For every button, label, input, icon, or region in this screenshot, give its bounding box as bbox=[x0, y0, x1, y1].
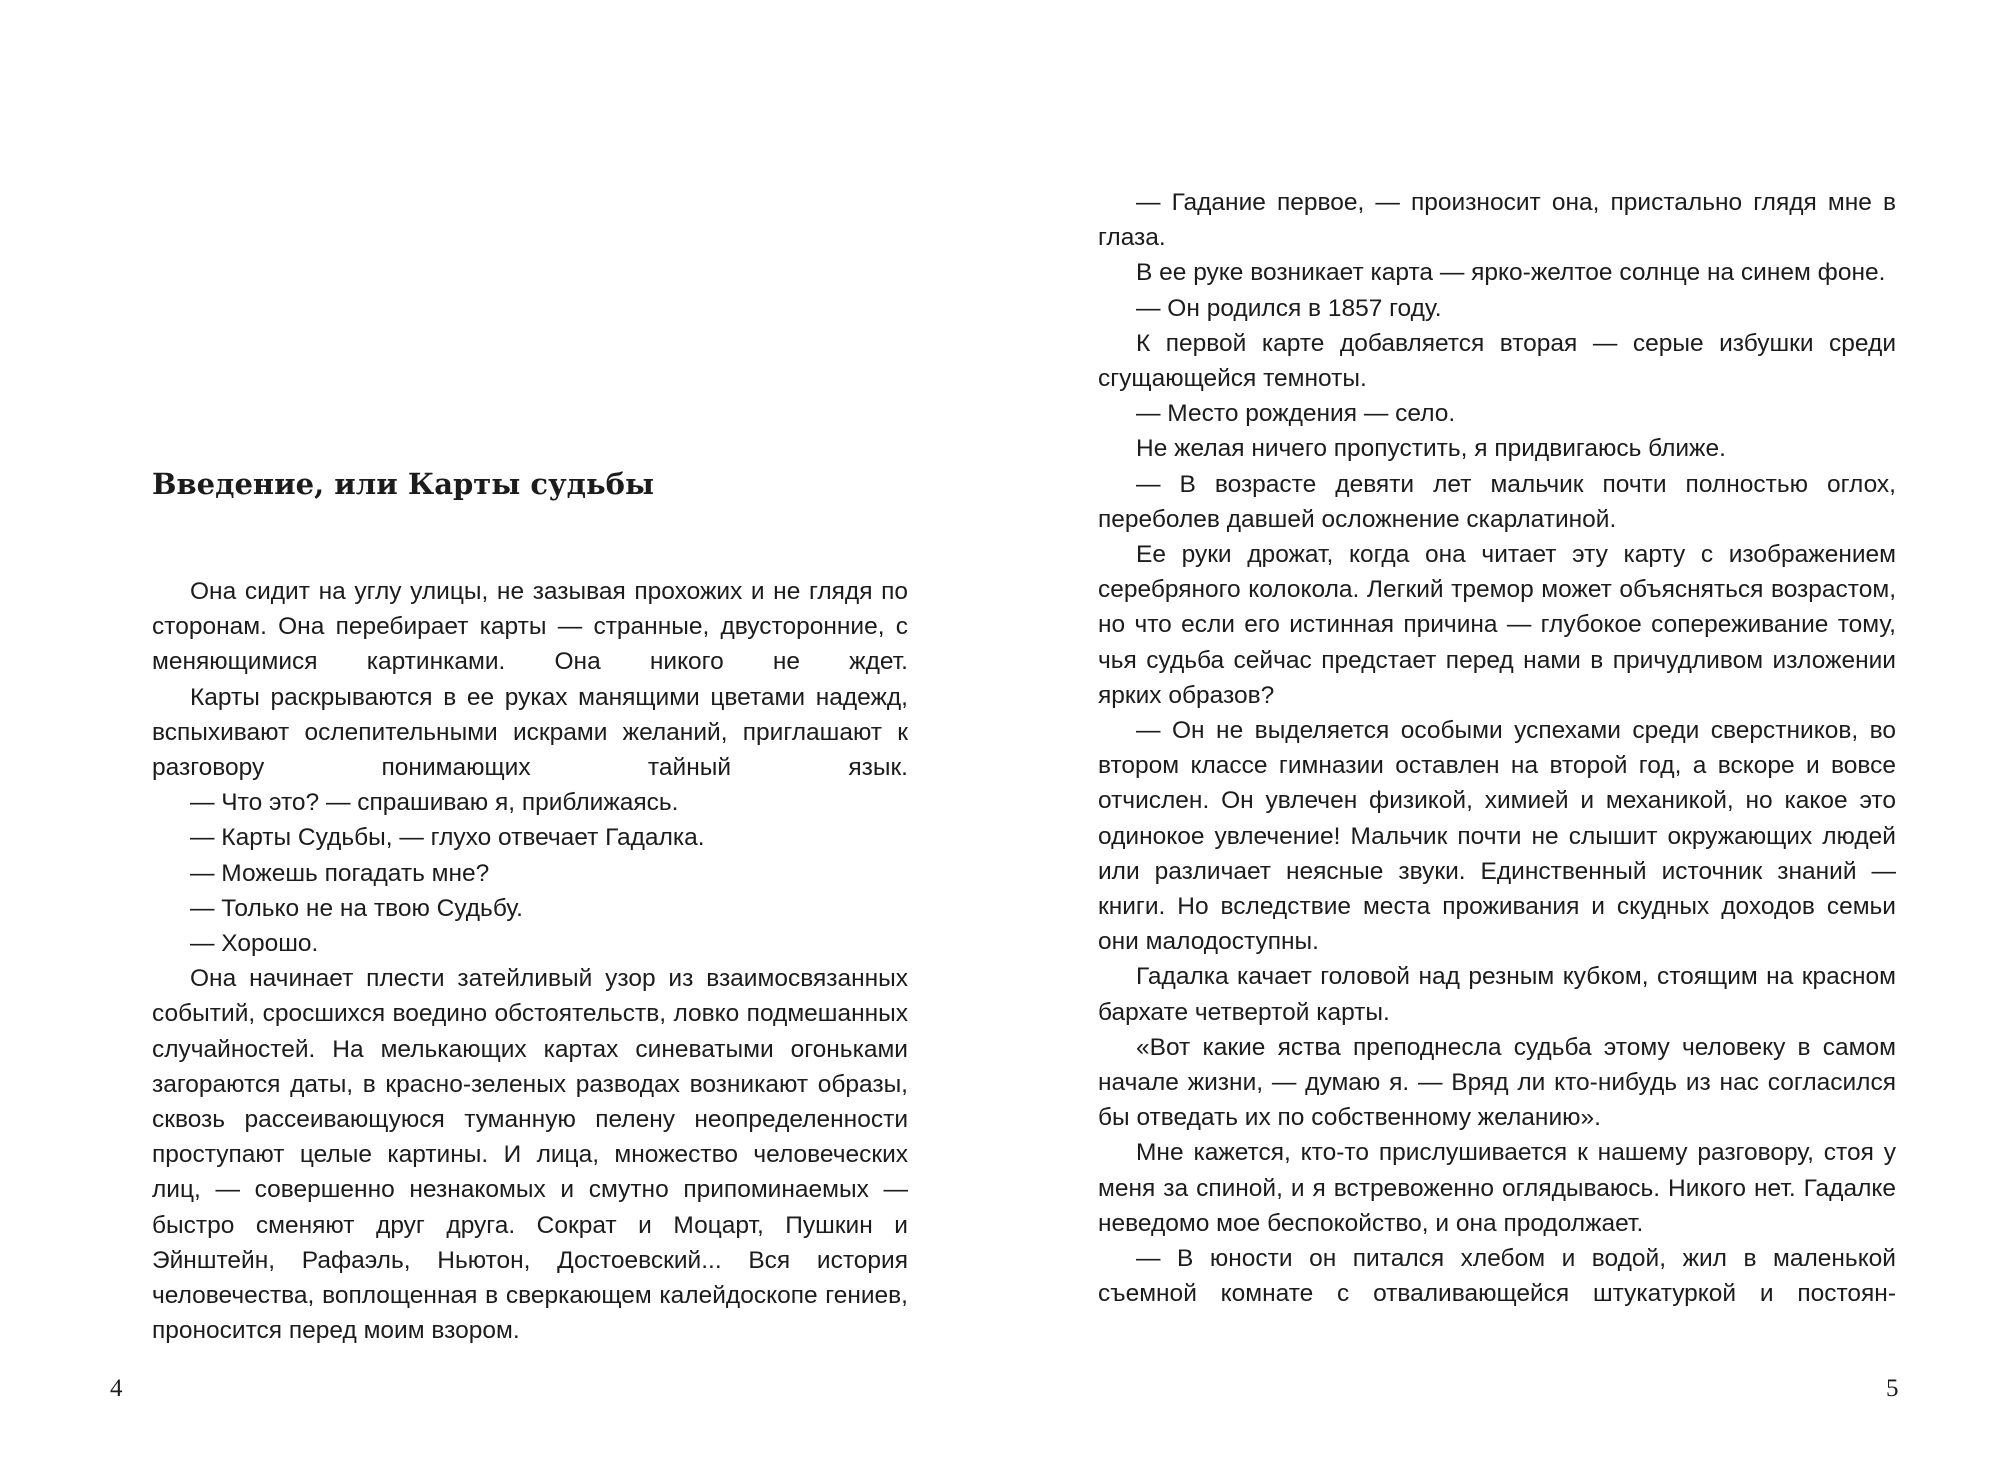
paragraph: Ее руки дрожат, когда она читает эту карту с изображением серебряного колокола. Легкий тремор может объясняться возрастом, но что если его истинная причина — глубокое сопереживание тому, чья судьба сейчас предстает перед нами в причудливом изложении ярких образов? bbox=[1098, 541, 1896, 709]
right-page bbox=[1000, 0, 2000, 1463]
paragraph: — Место рождения — село. bbox=[1136, 400, 1456, 428]
paragraph: В ее руке возникает карта — ярко-желтое солнце на синем фоне. bbox=[1136, 259, 1886, 287]
paragraph: — Хорошо. bbox=[190, 930, 319, 958]
page-number: 5 bbox=[1886, 1375, 1899, 1402]
paragraph: Карты раскрываются в ее руках манящими цветами надежд, вспыхивают ослепительными искрами желаний, приглашают к разговору понимающих тайный язык. bbox=[152, 683, 908, 782]
paragraph: Она начинает плести затейливый узор из взаимосвязанных событий, сросшихся воедино обстоятельств, ловко подмешанных случайностей. На мелькающих картах синеватыми огоньками загораются даты, в красно-зеленых разводах возникают образы, сквозь рассеивающуюся туманную пелену неопределенности проступают целые картины. И лица, множество человеческих лиц, — совершенно незнакомых и смутно припоминаемых — быстро сменяют друг друга. Сократ и Моцарт, Пушкин и Эйнштейн, Рафаэль, Ньютон, Достоевский... Вся история человечества, воплощенная в сверкающем калейдоскопе гениев, проносится перед моим взором. bbox=[152, 965, 908, 1345]
paragraph: «Вот какие яства преподнесла судьба этому человеку в самом начале жизни, — думаю я. — Вряд ли кто-нибудь из нас согласился бы отведать их по собственному желанию». bbox=[1098, 1033, 1896, 1132]
paragraph: — Гадание первое, — произносит она, пристально глядя мне в глаза. bbox=[1098, 189, 1896, 252]
paragraph: — Что это? — спрашиваю я, приближаясь. bbox=[190, 789, 679, 817]
paragraph: К первой карте добавляется вторая — серые избушки среди сгущающейся темноты. bbox=[1098, 329, 1896, 393]
chapter-title: Введение, или Карты судьбы bbox=[152, 467, 655, 501]
paragraph: — Он не выделяется особыми успехами среди сверстников, во втором классе гимназии оставлен на второй год, а вскоре и вовсе отчислен. Он увлечен физикой, химией и механикой, но какое это одинокое увлечение! Мальчик почти не слышит окружающих людей или различает неясные звуки. Единственный источник знаний — книги. Но вследствие места проживания и скудных доходов семьи они малодоступны. bbox=[1098, 717, 1896, 956]
paragraph: — Карты Судьбы, — глухо отвечает Гадалка. bbox=[190, 824, 705, 852]
paragraph: — В юности он питался хлебом и водой, жил в маленькой съемной комнате с отваливающейся штукатуркой и постоян- bbox=[1098, 1245, 1896, 1308]
paragraph: — Только не на твою Судьбу. bbox=[190, 894, 523, 922]
paragraph: — Он родился в 1857 году. bbox=[1136, 294, 1442, 322]
left-page-text bbox=[152, 574, 908, 1348]
page-number: 4 bbox=[110, 1375, 123, 1402]
paragraph: — В возрасте девяти лет мальчик почти полностью оглох, переболев давшей осложнение скарлатиной. bbox=[1098, 470, 1896, 533]
paragraph: Не желая ничего пропустить, я придвигаюсь ближе. bbox=[1136, 435, 1726, 463]
right-page-text bbox=[1098, 185, 1896, 1312]
paragraph: Мне кажется, кто-то прислушивается к нашему разговору, стоя у меня за спиной, и я встревоженно оглядываюсь. Никого нет. Гадалке неведомо мое беспокойство, и она продолжает. bbox=[1098, 1139, 1896, 1237]
paragraph: — Можешь погадать мне? bbox=[190, 859, 490, 887]
paragraph: Она сидит на углу улицы, не зазывая прохожих и не глядя по сторонам. Она перебирает карты — странные, двусторонние, с меняющимися картинками. Она никого не ждет. bbox=[152, 578, 908, 676]
paragraph: Гадалка качает головой над резным кубком, стоящим на красном бархате четвертой карты. bbox=[1098, 963, 1896, 1026]
